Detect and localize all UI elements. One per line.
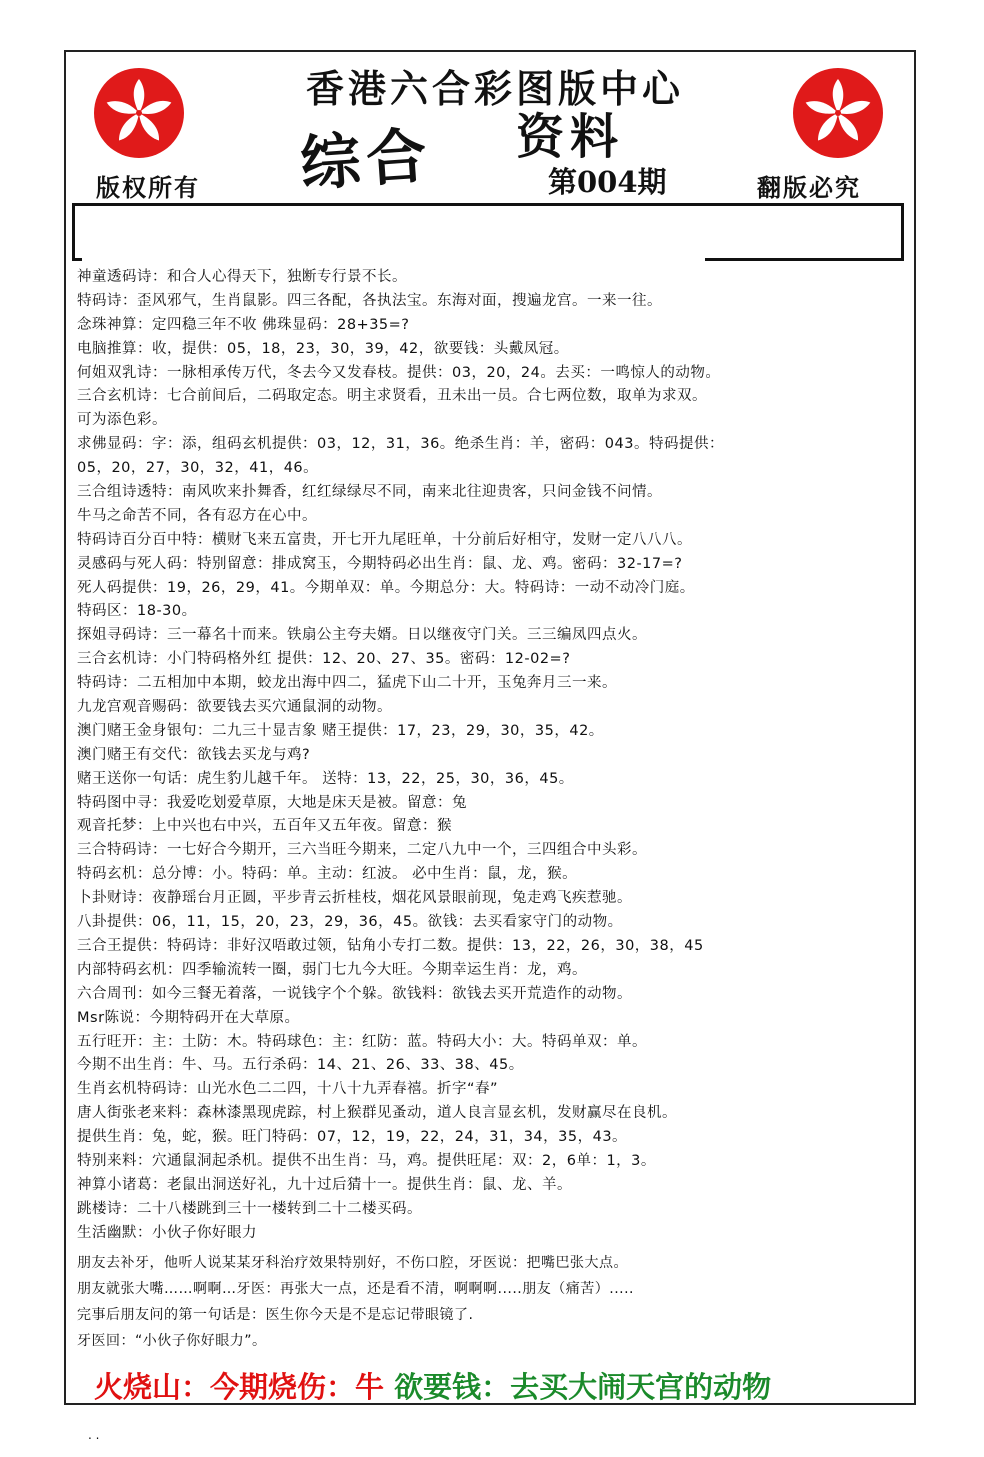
content-line: 电脑推算：收，提供：05，18，23，30，39，42，欲要钱：头戴凤冠。 — [77, 340, 569, 357]
bauhinia-emblem-left-icon — [93, 67, 185, 159]
content-line: 求佛显码：字：添，组码玄机提供：03，12，31，36。绝杀生肖：羊，密码：043。特码提供： — [77, 436, 724, 453]
joke-section — [77, 1250, 907, 1354]
content-line: 生肖玄机特码诗：山光水色二二四，十八十九弄春禧。折字“春” — [77, 1081, 499, 1098]
content-line: 生活幽默：小伙子你好眼力 — [77, 1224, 257, 1241]
sub-heading: 资料 — [516, 109, 625, 165]
content-line: 内部特码玄机：四季输流转一圈，弱门七九今大旺。今期幸运生肖：龙，鸡。 — [77, 961, 587, 978]
content-line: 三合玄机诗：七合前间后，二码取定态。明主求贤看，丑未出一员。合七两位数，取单为求双。 — [77, 388, 707, 405]
content-line: 六合周刊：如今三餐无着落，一说钱字个个躲。欲钱料：欲钱去买开荒造作的动物。 — [77, 985, 632, 1002]
content-line: 可为添色彩。 — [77, 412, 167, 429]
content-line: 特码诗百分百中特：横财飞来五富贵，开七开九尾旺单，十分前后好相守，发财一定八八八。 — [77, 531, 692, 548]
footer-part-red: 火烧山：今期烧伤：牛 — [94, 1370, 385, 1404]
content-line: 三合王提供：特码诗：非好汉唔敢过领，钻角小专打二数。提供：13，22，26，30，38，45 — [77, 937, 704, 954]
content-line: 唐人街张老来料：森林漆黑现虎踪，村上猴群见蚤动，道人良言显玄机，发财赢尽在良机。 — [77, 1105, 677, 1122]
content-line: 特码图中寻：我爱吃划爱草原，大地是床天是被。留意：兔 — [77, 794, 467, 811]
content-line: 三合玄机诗：小门特码格外红 提供：12、20、27、35。密码：12-02=? — [77, 651, 571, 668]
joke-line: 完事后朋友问的第一句话是：医生你今天是不是忘记带眼镜了. — [77, 1307, 474, 1323]
content-line: 何姐双乳诗：一脉相承传万代，冬去今又发春枝。提供：03，20，24。去买：一鸣惊人的动物。 — [77, 364, 721, 381]
content-line: 跳楼诗：二十八楼跳到三十一楼转到二十二楼买码。 — [77, 1200, 422, 1217]
banner-box — [72, 203, 904, 259]
content-line: 赌王送你一句话：虎生豹儿越千年。 送特：13，22，25，30，36，45。 — [77, 770, 574, 787]
divider — [705, 258, 904, 261]
content-line: 探姐寻码诗：三一幕名十而来。铁扇公主夸夫婿。日以继夜守门关。三三编凤四点火。 — [77, 627, 647, 644]
content-line: 灵感码与死人码：特别留意：排成窝玉，今期特码必出生肖：鼠、龙、鸡。密码：32-17=? — [77, 555, 683, 572]
divider — [72, 258, 82, 261]
content-lines — [77, 266, 907, 1246]
content-line: 五行旺开：主：土防：木。特码球色：主：红防：蓝。特码大小：大。特码单双：单。 — [77, 1033, 647, 1050]
bottom-dots: . . — [88, 1428, 100, 1442]
content-line: 卜卦财诗：夜静瑶台月正圆，平步青云折桂枝，烟花风景眼前现，兔走鸡飞疾惹驰。 — [77, 890, 632, 907]
content-line: 今期不出生肖：牛、马。五行杀码：14、21、26、33、38、45。 — [77, 1057, 524, 1074]
content-line: 神童透码诗：和合人心得天下，独断专行景不长。 — [77, 269, 407, 285]
content-line: 九龙宫观音赐码：欲要钱去买穴通鼠洞的动物。 — [77, 699, 392, 716]
content-line: 牛马之命苦不同，各有忍方在心中。 — [77, 507, 317, 524]
issue-number: 第004期 — [548, 165, 667, 199]
page-title: 香港六合彩图版中心 — [305, 66, 684, 111]
joke-line: 牙医回：“小伙子你好眼力”。 — [77, 1333, 267, 1349]
content-line: 05，20，27，30，32，41，46。 — [77, 460, 319, 477]
content-line: 澳门赌王金身银句：二九三十显吉象 赌王提供：17，23，29，30，35，42。 — [77, 722, 604, 739]
content-line: 特码诗：二五相加中本期，蛟龙出海中四二，猛虎下山二十开，玉兔奔月三一来。 — [77, 675, 617, 692]
content-line: 三合组诗透特：南风吹来扑舞香，红红绿绿尽不同，南来北往迎贵客，只问金钱不问情。 — [77, 484, 662, 501]
content-line: 神算小诸葛：老鼠出洞送好礼，九十过后猜十一。提供生肖：鼠、龙、羊。 — [77, 1176, 572, 1193]
content-line: 提供生肖：兔，蛇，猴。旺门特码：07，12，19，22，24，31，34，35，43。 — [77, 1129, 628, 1146]
content-line: 特码诗：歪风邪气，生肖鼠影。四三各配，各执法宝。东海对面，搜遍龙宫。一来一往。 — [77, 292, 662, 309]
content-line: 八卦提供：06，11，15，20，23，29，36，45。欲钱：去买看家守门的动物。 — [77, 914, 623, 931]
footer-slogan — [94, 1365, 904, 1406]
content-line: 特码玄机：总分博：小。特码：单。主动：红波。 必中生肖：鼠，龙，猴。 — [77, 866, 578, 883]
content-line: 死人码提供：19，26，29，41。今期单双：单。今期总分：大。特码诗：一动不动冷门庭。 — [77, 579, 695, 596]
content-line: 念珠神算：定四稳三年不收 佛珠显码：28+35=? — [77, 316, 410, 333]
content-line: 特码区：18-30。 — [77, 603, 197, 620]
joke-line: 朋友就张大嘴……啊啊…牙医：再张大一点，还是看不清，啊啊啊.....朋友（痛苦）..... — [77, 1281, 634, 1297]
bauhinia-emblem-right-icon — [792, 67, 884, 159]
joke-line: 朋友去补牙，他听人说某某牙科治疗效果特别好，不伤口腔，牙医说：把嘴巴张大点。 — [77, 1255, 628, 1271]
content-line: 观音托梦：上中兴也右中兴，五百年又五年夜。留意：猴 — [77, 818, 452, 835]
content-line: Msr陈说：今期特码开在大草原。 — [77, 1009, 300, 1026]
content-line: 澳门赌王有交代：欲钱去买龙与鸡? — [77, 746, 311, 763]
piracy-notice: 翻版必究 — [757, 173, 861, 202]
main-heading: 综合 — [298, 120, 435, 200]
content-line: 三合特码诗：一七好合今期开，三六当旺今期来，二定八九中一个，三四组合中头彩。 — [77, 842, 647, 859]
copyright-label: 版权所有 — [96, 173, 200, 202]
content-line: 特别来料：穴通鼠洞起杀机。提供不出生肖：马，鸡。提供旺尾：双：2，6单：1，3。 — [77, 1152, 656, 1169]
footer-part-green: 欲要钱：去买大闹天宫的动物 — [384, 1370, 772, 1404]
